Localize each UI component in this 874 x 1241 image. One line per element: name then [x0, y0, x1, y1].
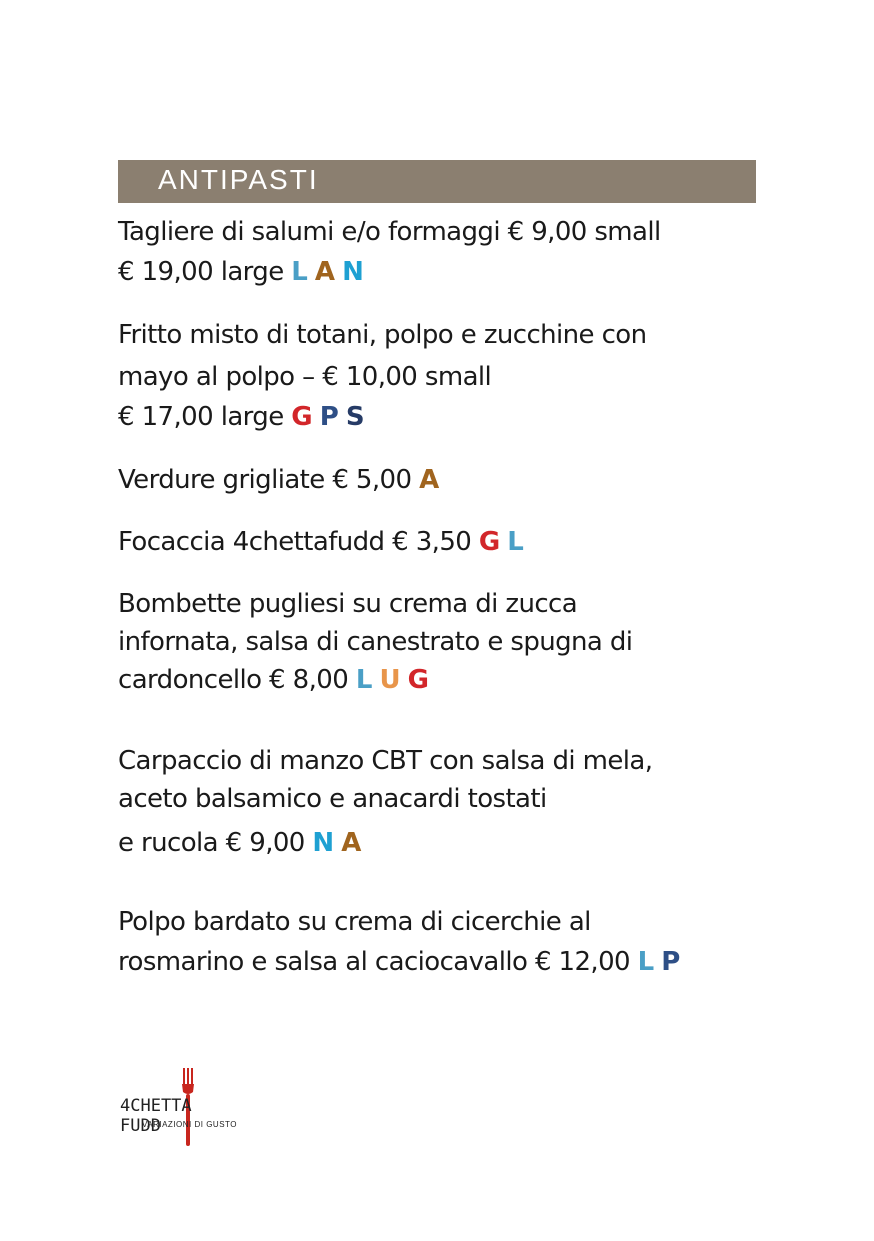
- menu-line-text: Fritto misto di totani, polpo e zucchine con: [118, 320, 647, 350]
- menu-line-text: Carpaccio di manzo CBT con salsa di mela,: [118, 746, 653, 776]
- allergen-tag: N: [312, 828, 334, 858]
- menu-line-text: € 17,00 large: [118, 402, 292, 432]
- menu-line-text: aceto balsamico e anacardi tostati: [118, 784, 547, 814]
- logo: [120, 1068, 240, 1150]
- allergen-tag: L: [637, 947, 654, 977]
- allergen-tag: G: [291, 402, 313, 432]
- menu-line: [118, 627, 632, 657]
- menu-line: [118, 746, 652, 776]
- menu-line-text: Focaccia 4chettafudd € 3,50: [118, 527, 479, 557]
- menu-line-text: Verdure grigliate € 5,00: [118, 465, 420, 495]
- menu-line-text: rosmarino e salsa al caciocavallo € 12,00: [118, 947, 638, 977]
- menu-line: [118, 665, 428, 695]
- allergen-tag: L: [355, 665, 372, 695]
- menu-line: [118, 320, 646, 350]
- logo-text: 4CHETTA FUDD: [120, 1096, 192, 1136]
- menu-line-text: e rucola € 9,00: [118, 828, 313, 858]
- menu-line: [118, 828, 361, 858]
- menu-line: [118, 907, 591, 937]
- menu-line-text: Bombette pugliesi su crema di zucca: [118, 589, 578, 619]
- allergen-tag: L: [291, 257, 308, 287]
- menu-line-text: Polpo bardato su crema di cicerchie al: [118, 907, 591, 937]
- menu-line: [118, 527, 523, 557]
- allergen-tag: P: [319, 402, 339, 432]
- menu-line-text: Tagliere di salumi e/o formaggi € 9,00 small: [118, 217, 661, 247]
- section-title: ANTIPASTI: [158, 164, 319, 195]
- menu-line: [118, 947, 680, 977]
- allergen-tag: G: [478, 527, 500, 557]
- allergen-tag: U: [379, 665, 400, 695]
- allergen-tag: A: [314, 257, 335, 287]
- menu-line-text: infornata, salsa di canestrato e spugna di: [118, 627, 633, 657]
- menu-line-text: mayo al polpo – € 10,00 small: [118, 362, 492, 392]
- allergen-tag: L: [507, 527, 524, 557]
- menu-line: [118, 465, 439, 495]
- allergen-tag: P: [661, 947, 680, 977]
- menu-line: [118, 402, 364, 432]
- menu-line: [118, 257, 363, 287]
- menu-line-text: cardoncello € 8,00: [118, 665, 356, 695]
- section-header: [118, 160, 756, 203]
- allergen-tag: N: [342, 257, 364, 287]
- allergen-tag: A: [419, 465, 439, 495]
- menu-line-text: € 19,00 large: [118, 257, 292, 287]
- logo-subtitle: VARIAZIONI DI GUSTO: [142, 1120, 237, 1129]
- allergen-tag: A: [341, 828, 361, 858]
- menu-line: [118, 784, 547, 814]
- allergen-tag: S: [345, 402, 364, 432]
- allergen-tag: G: [407, 665, 429, 695]
- menu-line: [118, 362, 491, 392]
- menu-line: [118, 217, 661, 247]
- menu-line: [118, 589, 577, 619]
